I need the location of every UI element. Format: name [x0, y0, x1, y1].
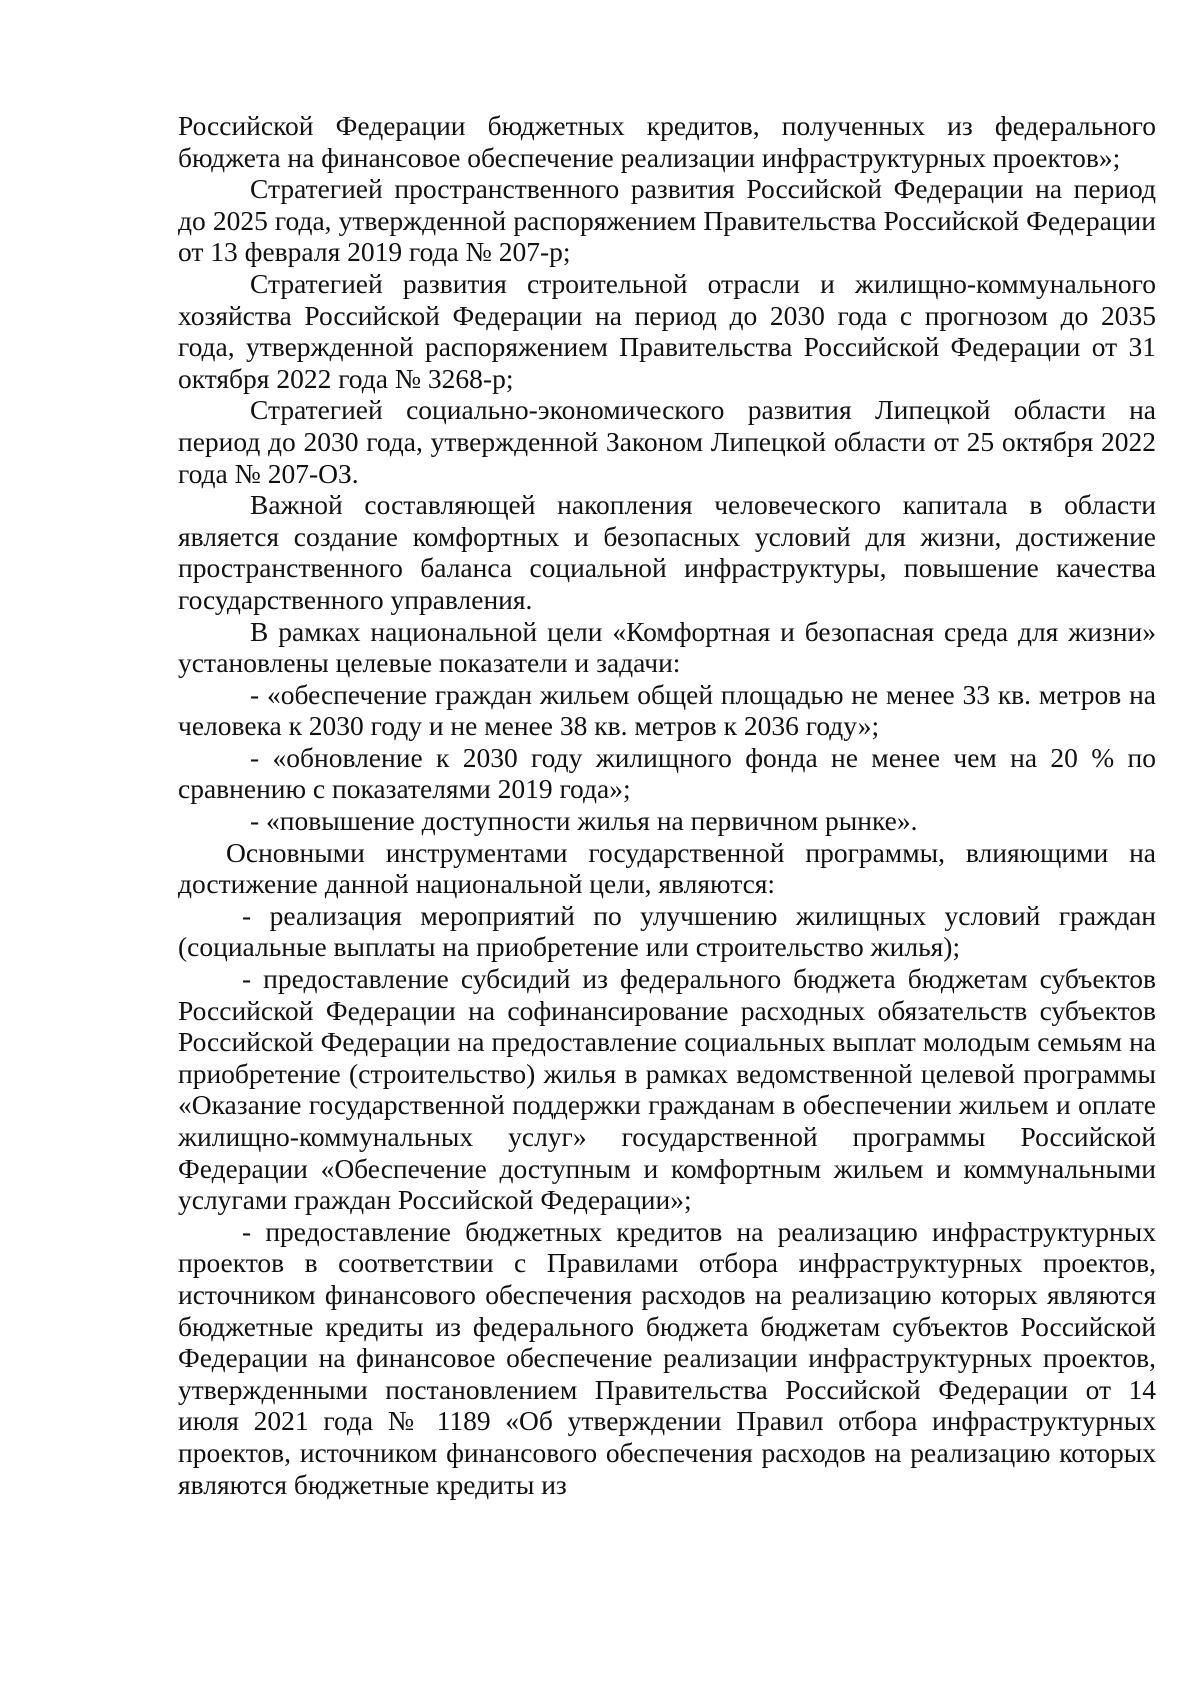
paragraph-5: Важной составляющей накопления человеческого капитала в области является создание комфортных и безопасных условий для жизни, достижение пространственного баланса социальной инфраструктуры, повышение качества государственного управления. — [178, 489, 1156, 615]
document-page — [178, 110, 1156, 1500]
list-item-2: - «обновление к 2030 году жилищного фонда не менее чем на 20 % по сравнению с показателями 2019 года»; — [178, 741, 1156, 805]
list-item-1: - «обеспечение граждан жильем общей площадью не менее 33 кв. метров на человека к 2030 году и не менее 38 кв. метров к 2036 году»; — [178, 678, 1156, 742]
list-item-3: - «повышение доступности жилья на первичном рынке». — [250, 805, 918, 837]
list-item-5: - предоставление субсидий из федерального бюджета бюджетам субъектов Российской Федерации на софинансирование расходных обязательств субъектов Российской Федерации на предоставление социальных выплат молодым семьям на приобретение (строительство) жилья в рамках ведомственной целевой программы «Оказание государственной поддержки гражданам в обеспечении жильем и оплате жилищно-коммунальных услуг» государственной программы Российской Федерации «Обеспечение доступным и комфортным жильем и коммунальными услугами граждан Российской Федерации»; — [178, 963, 1156, 1216]
list-item-4: - реализация мероприятий по улучшению жилищных условий граждан (социальные выплаты на приобретение или строительство жилья); — [178, 899, 1156, 963]
paragraph-3: Стратегией развития строительной отрасли и жилищно-коммунального хозяйства Российской Федерации на период до 2030 года с прогнозом до 2035 года, утвержденной распоряжением Правительства Российской Федерации от 31 октября 2022 года № 3268-р; — [178, 267, 1156, 394]
paragraph-6: В рамках национальной цели «Комфортная и безопасная среда для жизни» установлены целевые показатели и задачи: — [178, 615, 1156, 679]
paragraph-7: Основными инструментами государственной программы, влияющими на достижение данной национальной цели, являются: — [178, 836, 1156, 900]
paragraph-1: Российской Федерации бюджетных кредитов, полученных из федерального бюджета на финансовое обеспечение реализации инфраструктурных проектов»; — [178, 110, 1156, 173]
paragraph-4: Стратегией социально-экономического развития Липецкой области на период до 2030 года, утвержденной Законом Липецкой области от 25 октября 2022 года № 207-ОЗ. — [178, 394, 1156, 489]
list-item-6: - предоставление бюджетных кредитов на реализацию инфраструктурных проектов в соответствии с Правилами отбора инфраструктурных проектов, источником финансового обеспечения расходов на реализацию которых являются бюджетные кредиты из федерального бюджета бюджетам субъектов Российской Федерации на финансовое обеспечение реализации инфраструктурных проектов, утвержденными постановлением Правительства Российской Федерации от 14 июля 2021 года № 1189 «Об утверждении Правил отбора инфраструктурных проектов, источником финансового обеспечения расходов на реализацию которых являются бюджетные кредиты из — [178, 1215, 1156, 1500]
paragraph-2: Стратегией пространственного развития Российской Федерации на период до 2025 года, утвержденной распоряжением Правительства Российской Федерации от 13 февраля 2019 года № 207-р; — [178, 173, 1156, 268]
